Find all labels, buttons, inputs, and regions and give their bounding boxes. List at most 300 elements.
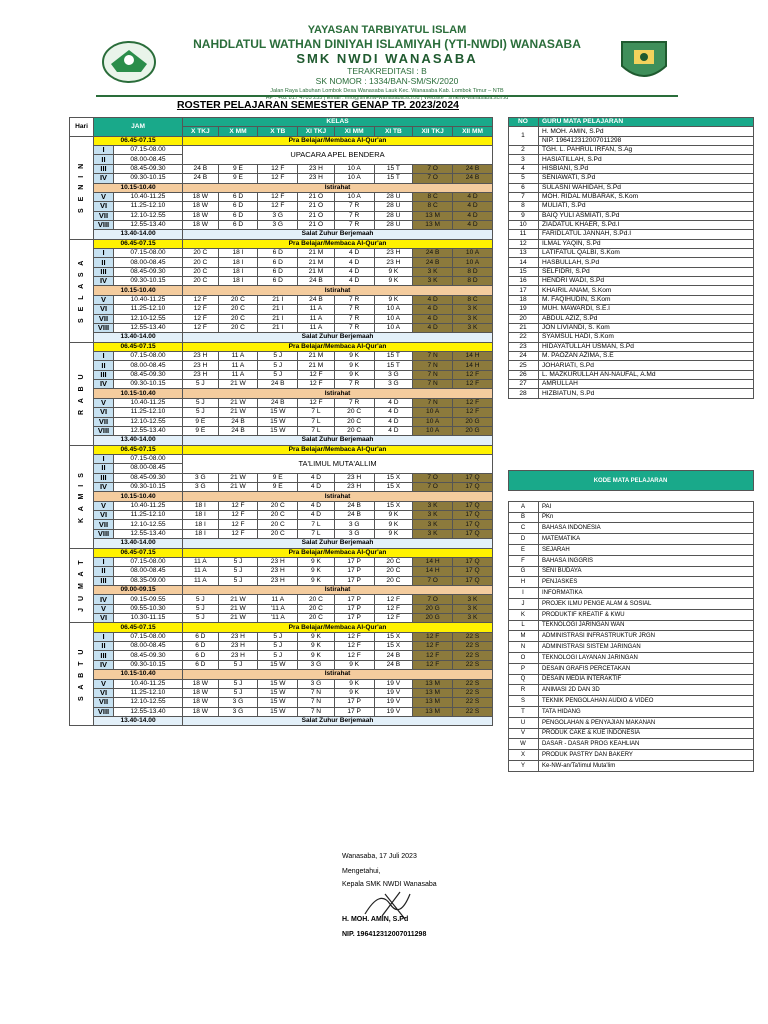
- teacher-name: SELFIDRI, S.Pd: [539, 267, 754, 276]
- accreditation: TERAKREDITASI : B: [347, 66, 427, 76]
- period-activity: Istirahat: [183, 183, 493, 192]
- lesson-cell: 23 H: [218, 642, 258, 651]
- lesson-cell: 12 F: [413, 651, 453, 660]
- lesson-cell: 24 B: [218, 426, 258, 435]
- subject-row: [509, 760, 754, 771]
- subject-name: PRODUK CAKE & KUE INDONESIA: [539, 728, 754, 739]
- lesson-cell: 7 N: [298, 707, 335, 716]
- period-activity: Salat Zuhur Berjemaah: [183, 539, 493, 548]
- lesson-cell: 9 K: [298, 576, 335, 585]
- lesson-cell: 4 D: [298, 501, 335, 510]
- teacher-name: MOH. RIDAL MUBARAK, S.Kom: [539, 192, 754, 201]
- contact: HP : +62 817 4705 255 | Email : info@smknw-wanasaba.sch.id | Website : smknw-wanasaba.sch.id: [265, 95, 509, 101]
- lesson-cell: 23 H: [374, 258, 413, 267]
- period-activity: Istirahat: [183, 492, 493, 501]
- lesson-cell: 8 C: [413, 192, 453, 201]
- schedule-row: [70, 211, 493, 220]
- lesson-cell: 17 Q: [453, 529, 493, 538]
- lesson-cell: 15 T: [374, 361, 413, 370]
- lesson-cell: 3 K: [413, 511, 453, 520]
- period-time: 06.45-07.15: [94, 136, 183, 145]
- lesson-cell: 13 M: [413, 707, 453, 716]
- period-activity: Istirahat: [183, 389, 493, 398]
- teacher-row: [509, 220, 754, 229]
- schedule-row: [70, 408, 493, 417]
- lesson-cell: 3 K: [453, 314, 493, 323]
- teacher-name: FARIDLATUL JANNAH, S.Pd.I: [539, 230, 754, 239]
- subject-name: PENJASKES: [539, 577, 754, 588]
- schedule-row: [70, 614, 493, 623]
- lesson-cell: 5 J: [258, 361, 298, 370]
- period-number: II: [94, 258, 114, 267]
- subject-code: K: [509, 609, 539, 620]
- period-activity: Salat Zuhur Berjemaah: [183, 717, 493, 726]
- schedule-row: [70, 567, 493, 576]
- teacher-no: 24: [509, 351, 539, 360]
- period-number: V: [94, 679, 114, 688]
- lesson-cell: 12 F: [334, 642, 374, 651]
- teacher-row: [509, 127, 754, 136]
- lesson-cell: 6 D: [218, 211, 258, 220]
- lesson-cell: 9 K: [374, 267, 413, 276]
- lesson-cell: 9 K: [334, 361, 374, 370]
- teacher-row: [509, 295, 754, 304]
- teacher-name-header: GURU MATA PELAJARAN: [539, 118, 754, 127]
- lesson-cell: 15 X: [374, 473, 413, 482]
- lesson-cell: 10 A: [334, 164, 374, 173]
- lesson-cell: 20 C: [374, 567, 413, 576]
- lesson-cell: 12 F: [374, 614, 413, 623]
- subject-row: [509, 598, 754, 609]
- lesson-cell: 3 K: [453, 604, 493, 613]
- lesson-cell: 4 D: [298, 511, 335, 520]
- lesson-cell: 23 H: [298, 164, 335, 173]
- teacher-row: [509, 314, 754, 323]
- teacher-name: HIDAYATULLAH USMAN, S.Pd: [539, 342, 754, 351]
- lesson-cell: 23 H: [374, 249, 413, 258]
- subject-name: DASAR - DASAR PROG KEAHLIAN: [539, 739, 754, 750]
- lesson-cell: 12 F: [258, 164, 298, 173]
- lesson-cell: 17 P: [334, 707, 374, 716]
- period-number: III: [94, 576, 114, 585]
- teacher-name: ZIADATUL KHAER, S.Pd.I: [539, 220, 754, 229]
- subject-name: DESAIN MEDIA INTERAKTIF: [539, 674, 754, 685]
- lesson-cell: 21 O: [298, 192, 335, 201]
- lesson-cell: 6 D: [218, 220, 258, 229]
- schedule-row: [70, 342, 493, 351]
- lesson-cell: 10 A: [413, 426, 453, 435]
- day-label: S E N I N: [70, 136, 94, 239]
- schedule-row: [70, 398, 493, 407]
- period-time: 08.00-08.45: [113, 464, 182, 473]
- teacher-row: [509, 267, 754, 276]
- lesson-cell: 5 J: [258, 651, 298, 660]
- lesson-cell: 15 W: [258, 707, 298, 716]
- lesson-cell: 5 J: [218, 660, 258, 669]
- lesson-cell: 7 R: [334, 305, 374, 314]
- subject-name: ADMINISTRASI SISTEM JARINGAN: [539, 642, 754, 653]
- lesson-cell: 17 Q: [453, 511, 493, 520]
- merged-activity: UPACARA APEL BENDERA: [183, 146, 493, 165]
- lesson-cell: 12 F: [218, 529, 258, 538]
- period-number: VI: [94, 614, 114, 623]
- period-time: 08.45-09.30: [113, 267, 182, 276]
- lesson-cell: 14 H: [453, 351, 493, 360]
- teacher-row: [509, 286, 754, 295]
- lesson-cell: 5 J: [258, 351, 298, 360]
- subject-row: [509, 512, 754, 523]
- lesson-cell: 9 K: [298, 632, 335, 641]
- period-number: VI: [94, 688, 114, 697]
- schedule-row: [70, 183, 493, 192]
- period-number: VI: [94, 202, 114, 211]
- period-time: 13.40-14.00: [94, 436, 183, 445]
- subject-code: W: [509, 739, 539, 750]
- lesson-cell: 12 F: [258, 174, 298, 183]
- lesson-cell: 7 O: [413, 164, 453, 173]
- teacher-row: [509, 155, 754, 164]
- lesson-cell: 23 H: [334, 483, 374, 492]
- lesson-cell: 17 Q: [453, 557, 493, 566]
- subject-code: Q: [509, 674, 539, 685]
- subject-name: MATEMATIKA: [539, 534, 754, 545]
- lesson-cell: 18 I: [218, 277, 258, 286]
- period-activity: Pra Belajar/Membaca Al-Qur'an: [183, 239, 493, 248]
- lesson-cell: 22 S: [453, 651, 493, 660]
- teacher-row: [509, 258, 754, 267]
- period-time: 08.45-09.30: [113, 651, 182, 660]
- period-time: 10.40-11.25: [113, 679, 182, 688]
- period-time: 07.15-08.00: [113, 454, 182, 463]
- period-number: VII: [94, 314, 114, 323]
- lesson-cell: 18 I: [218, 258, 258, 267]
- teacher-no: 10: [509, 220, 539, 229]
- teacher-name: JOHARIATI, S.Pd: [539, 361, 754, 370]
- subject-row: [509, 642, 754, 653]
- period-number: V: [94, 501, 114, 510]
- period-time: 08.00-08.45: [113, 361, 182, 370]
- subject-code: U: [509, 717, 539, 728]
- period-number: II: [94, 361, 114, 370]
- lesson-cell: 20 C: [258, 511, 298, 520]
- class-header: XII MM: [453, 127, 493, 136]
- lesson-cell: 7 R: [334, 398, 374, 407]
- subject-name: PAI: [539, 501, 754, 512]
- lesson-cell: 3 G: [334, 529, 374, 538]
- lesson-cell: 24 B: [453, 174, 493, 183]
- schedule-row: [70, 389, 493, 398]
- lesson-cell: 9 K: [374, 520, 413, 529]
- lesson-cell: 20 C: [298, 604, 335, 613]
- subject-name: Ke-NW-an/Ta'limul Muta'lim: [539, 760, 754, 771]
- lesson-cell: 20 C: [258, 501, 298, 510]
- lesson-cell: 23 H: [298, 174, 335, 183]
- period-activity: Pra Belajar/Membaca Al-Qur'an: [183, 342, 493, 351]
- class-header: XI MM: [334, 127, 374, 136]
- subject-name: SEJARAH: [539, 544, 754, 555]
- lesson-cell: 20 C: [218, 323, 258, 332]
- teacher-no: 26: [509, 370, 539, 379]
- schedule-row: [70, 333, 493, 342]
- lesson-cell: 3 G: [258, 211, 298, 220]
- subject-row: [509, 566, 754, 577]
- teacher-no: 21: [509, 323, 539, 332]
- lesson-cell: 24 B: [334, 511, 374, 520]
- lesson-cell: 24 B: [218, 417, 258, 426]
- lesson-cell: 21 M: [298, 267, 335, 276]
- subject-name: BAHASA INDONESIA: [539, 523, 754, 534]
- class-header: XI TKJ: [298, 127, 335, 136]
- lesson-cell: 7 N: [413, 351, 453, 360]
- schedule-row: [70, 642, 493, 651]
- lesson-cell: 22 S: [453, 707, 493, 716]
- lesson-cell: 7 O: [413, 473, 453, 482]
- lesson-cell: 28 U: [374, 211, 413, 220]
- lesson-cell: 23 H: [183, 370, 219, 379]
- decree-number: SK NOMOR : 1334/BAN-SM/SK/2020: [315, 76, 459, 86]
- teacher-name: KHAIRIL ANAM, S.Kom: [539, 286, 754, 295]
- teacher-row: [509, 380, 754, 389]
- lesson-cell: 3 K: [413, 267, 453, 276]
- lesson-cell: 20 C: [183, 267, 219, 276]
- lesson-cell: 5 J: [183, 595, 219, 604]
- lesson-cell: 3 K: [453, 614, 493, 623]
- day-label: J U M A T: [70, 548, 94, 623]
- lesson-cell: 24 B: [298, 295, 335, 304]
- schedule-row: [70, 417, 493, 426]
- lesson-cell: 6 D: [183, 642, 219, 651]
- subject-code: E: [509, 544, 539, 555]
- period-time: 08.45-09.30: [113, 473, 182, 482]
- lesson-cell: 24 B: [374, 660, 413, 669]
- schedule-row: [70, 717, 493, 726]
- lesson-cell: 13 M: [413, 211, 453, 220]
- lesson-cell: 9 E: [258, 473, 298, 482]
- lesson-cell: 13 M: [413, 698, 453, 707]
- period-time: 08.45-09.30: [113, 370, 182, 379]
- teacher-nip: NIP. 196412312007011298: [539, 136, 754, 145]
- lesson-cell: 4 D: [413, 314, 453, 323]
- organization-name: NAHDLATUL WATHAN DINIYAH ISLAMIYAH (YTI-NWDI) WANASABA: [193, 37, 581, 51]
- period-time: 06.45-07.15: [94, 623, 183, 632]
- teacher-name: HASBULLAH, S.Pd: [539, 258, 754, 267]
- teacher-name: HASIATILLAH, S.Pd: [539, 155, 754, 164]
- period-time: 12.10-12.55: [113, 417, 182, 426]
- period-time: 10.40-11.25: [113, 295, 182, 304]
- teacher-name: HISBIANI, S.Pd: [539, 164, 754, 173]
- teacher-name: SYAMSUL HADI, S.Kom: [539, 333, 754, 342]
- teacher-row: [509, 164, 754, 173]
- lesson-cell: 13 M: [413, 688, 453, 697]
- period-number: III: [94, 473, 114, 482]
- period-time: 11.25-12.10: [113, 202, 182, 211]
- period-time: 13.40-14.00: [94, 717, 183, 726]
- period-number: V: [94, 604, 114, 613]
- schedule-row: [70, 604, 493, 613]
- teacher-no: 14: [509, 258, 539, 267]
- lesson-cell: 4 D: [374, 408, 413, 417]
- lesson-cell: 15 X: [374, 642, 413, 651]
- lesson-cell: 17 Q: [453, 576, 493, 585]
- schedule-row: [70, 698, 493, 707]
- teacher-row: [509, 342, 754, 351]
- lesson-cell: 5 J: [258, 370, 298, 379]
- lesson-cell: 3 G: [183, 473, 219, 482]
- lesson-cell: 9 K: [298, 557, 335, 566]
- schedule-row: [70, 426, 493, 435]
- lesson-cell: 21 O: [298, 211, 335, 220]
- lesson-cell: 7 N: [413, 361, 453, 370]
- lesson-cell: 21 W: [218, 604, 258, 613]
- lesson-cell: 7 N: [298, 688, 335, 697]
- lesson-cell: 20 G: [453, 426, 493, 435]
- lesson-cell: 17 Q: [453, 473, 493, 482]
- lesson-cell: 20 C: [374, 576, 413, 585]
- lesson-cell: 12 F: [298, 398, 335, 407]
- lesson-cell: 12 F: [218, 520, 258, 529]
- subject-code: T: [509, 706, 539, 717]
- schedule-row: [70, 651, 493, 660]
- lesson-cell: 20 G: [453, 417, 493, 426]
- lesson-cell: 18 W: [183, 192, 219, 201]
- lesson-cell: 5 J: [183, 408, 219, 417]
- lesson-cell: 9 K: [298, 567, 335, 576]
- class-header: XI TB: [374, 127, 413, 136]
- lesson-cell: 7 R: [334, 220, 374, 229]
- lesson-cell: 11 A: [218, 370, 258, 379]
- lesson-cell: 12 F: [334, 632, 374, 641]
- period-time: 08.00-08.45: [113, 258, 182, 267]
- period-number: V: [94, 398, 114, 407]
- period-number: I: [94, 632, 114, 641]
- lesson-cell: 11 A: [298, 323, 335, 332]
- period-number: V: [94, 192, 114, 201]
- period-activity: Salat Zuhur Berjemaah: [183, 333, 493, 342]
- subject-code: O: [509, 652, 539, 663]
- lesson-cell: 10 A: [374, 305, 413, 314]
- lesson-cell: 22 S: [453, 642, 493, 651]
- lesson-cell: 20 C: [258, 520, 298, 529]
- lesson-cell: 4 D: [374, 398, 413, 407]
- lesson-cell: 11 A: [183, 576, 219, 585]
- lesson-cell: 6 D: [183, 632, 219, 641]
- teacher-name: TGH. L. PAHRUL IRFAN, S.Ag: [539, 146, 754, 155]
- period-time: 10.15-10.40: [94, 492, 183, 501]
- lesson-cell: 24 B: [183, 174, 219, 183]
- lesson-cell: 12 F: [183, 314, 219, 323]
- period-time: 11.25-12.10: [113, 688, 182, 697]
- teacher-no: 11: [509, 230, 539, 239]
- lesson-cell: 28 U: [374, 202, 413, 211]
- lesson-cell: 28 U: [374, 192, 413, 201]
- lesson-cell: 24 B: [413, 258, 453, 267]
- teacher-no: 2: [509, 146, 539, 155]
- lesson-cell: 22 S: [453, 698, 493, 707]
- period-number: IV: [94, 660, 114, 669]
- lesson-cell: 10 A: [453, 249, 493, 258]
- lesson-cell: 15 X: [374, 632, 413, 641]
- schedule-row: [70, 623, 493, 632]
- lesson-cell: 17 Q: [453, 483, 493, 492]
- subject-row: [509, 685, 754, 696]
- schedule-row: [70, 314, 493, 323]
- lesson-cell: 21 W: [218, 595, 258, 604]
- lesson-cell: 24 B: [334, 501, 374, 510]
- period-time: 10.15-10.40: [94, 670, 183, 679]
- day-label: S E L A S A: [70, 239, 94, 342]
- lesson-cell: 3 G: [218, 698, 258, 707]
- lesson-cell: 3 G: [374, 380, 413, 389]
- lesson-cell: 10 A: [413, 408, 453, 417]
- schedule-row: [70, 258, 493, 267]
- lesson-cell: 9 E: [183, 417, 219, 426]
- lesson-cell: 9 K: [298, 651, 335, 660]
- schedule-row: [70, 576, 493, 585]
- teacher-no: 27: [509, 380, 539, 389]
- day-label: S A B T U: [70, 623, 94, 726]
- schedule-row: [70, 539, 493, 548]
- lesson-cell: 21 W: [218, 398, 258, 407]
- lesson-cell: 20 C: [183, 258, 219, 267]
- teacher-row: [509, 183, 754, 192]
- lesson-cell: 3 G: [183, 483, 219, 492]
- subject-name: INFORMATIKA: [539, 588, 754, 599]
- lesson-cell: 12 F: [298, 380, 335, 389]
- period-time: 09.55-10.30: [113, 604, 182, 613]
- period-number: VIII: [94, 323, 114, 332]
- lesson-cell: 10 A: [374, 323, 413, 332]
- period-time: 07.15-08.00: [113, 351, 182, 360]
- lesson-cell: 11 A: [258, 595, 298, 604]
- period-time: 10.40-11.25: [113, 192, 182, 201]
- schedule-row: [70, 454, 493, 463]
- page-title: ROSTER PELAJARAN SEMESTER GENAP TP. 2023/2024: [176, 99, 460, 111]
- lesson-cell: 7 O: [413, 595, 453, 604]
- lesson-cell: 3 G: [298, 679, 335, 688]
- lesson-cell: 18 I: [183, 529, 219, 538]
- teacher-name: AMRULLAH: [539, 380, 754, 389]
- subject-row: [509, 696, 754, 707]
- lesson-cell: 7 R: [334, 211, 374, 220]
- teacher-row: [509, 202, 754, 211]
- period-number: I: [94, 146, 114, 155]
- class-header: X TKJ: [183, 127, 219, 136]
- period-number: IV: [94, 595, 114, 604]
- lesson-cell: 5 J: [258, 632, 298, 641]
- lesson-cell: 4 D: [334, 249, 374, 258]
- subject-code: B: [509, 512, 539, 523]
- subject-name: TEKNIK PENGOLAHAN AUDIO & VIDEO: [539, 696, 754, 707]
- subject-code: V: [509, 728, 539, 739]
- subject-code: X: [509, 750, 539, 761]
- place-date: Wanasaba, 17 Juli 2023: [342, 853, 417, 860]
- lesson-cell: 11 A: [218, 351, 258, 360]
- lesson-cell: 7 R: [334, 295, 374, 304]
- lesson-cell: 21 M: [298, 351, 335, 360]
- schedule-row: [70, 520, 493, 529]
- lesson-cell: 15 T: [374, 351, 413, 360]
- period-time: 07.15-08.00: [113, 249, 182, 258]
- day-label: K A M I S: [70, 445, 94, 548]
- period-time: 10.30-11.15: [113, 614, 182, 623]
- lesson-cell: 17 P: [334, 604, 374, 613]
- schedule-row: [70, 585, 493, 594]
- teacher-name: ABDUL AZIZ, S.Pd: [539, 314, 754, 323]
- teacher-row: [509, 146, 754, 155]
- lesson-cell: 24 B: [258, 398, 298, 407]
- schedule-row: [70, 192, 493, 201]
- lesson-cell: 8 C: [413, 202, 453, 211]
